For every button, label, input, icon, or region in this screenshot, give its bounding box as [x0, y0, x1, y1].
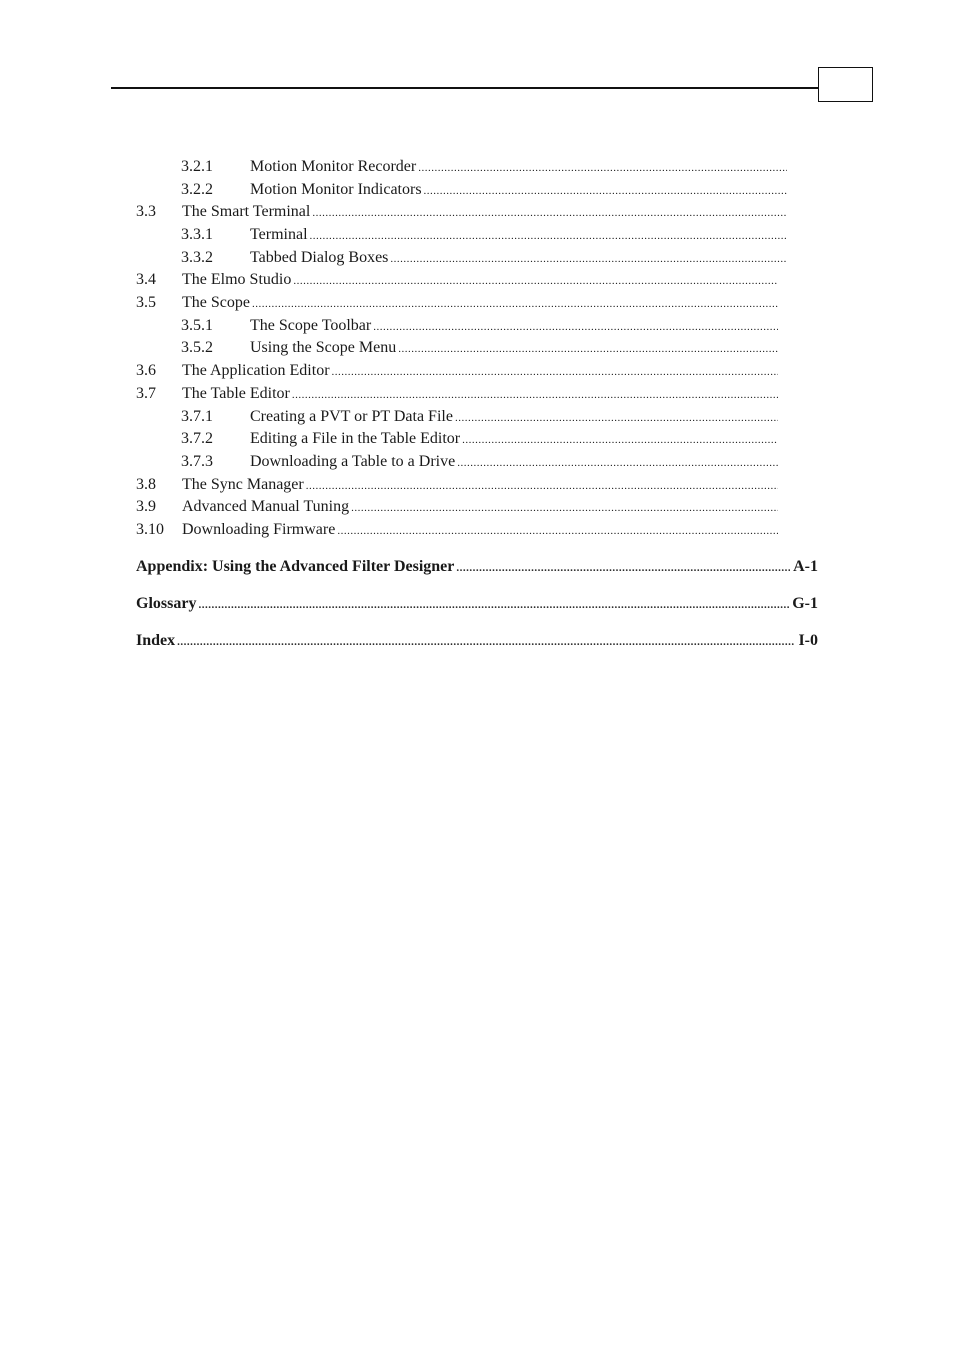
toc-entry[interactable]	[181, 451, 778, 473]
toc-entry[interactable]	[136, 360, 778, 382]
toc-entry-title: Downloading a Table to a Drive	[250, 453, 456, 470]
toc-entry-title: The Table Editor	[182, 385, 290, 402]
toc-entry-number: 3.5.2	[181, 339, 213, 356]
toc-entry-title: The Scope Toolbar	[250, 317, 372, 334]
dot-leader	[252, 293, 778, 314]
dot-leader	[293, 270, 778, 291]
toc-entry-number: 3.10	[136, 521, 164, 538]
toc-entry-number: 3.5.1	[181, 317, 213, 334]
toc-appendix-entry[interactable]	[136, 556, 818, 578]
toc-entry[interactable]	[181, 247, 787, 269]
toc-entry-number: 3.7.3	[181, 453, 213, 470]
toc-entry-number: 3.7	[136, 385, 156, 402]
toc-entry[interactable]	[136, 474, 778, 496]
toc-entry-title: Using the Scope Menu	[250, 339, 397, 356]
toc-entry-number: 3.8	[136, 476, 156, 493]
toc-entry-number: 3.6	[136, 362, 156, 379]
dot-leader	[312, 202, 787, 223]
toc-entry-title: Tabbed Dialog Boxes	[250, 249, 389, 266]
toc-entry-title: Appendix: Using the Advanced Filter Designer	[136, 558, 455, 575]
header-rule	[111, 87, 818, 89]
dot-leader	[292, 384, 778, 405]
toc-entry-title: Index	[136, 632, 176, 649]
toc-entry[interactable]	[181, 428, 778, 450]
toc-entry-number: 3.4	[136, 271, 156, 288]
dot-leader	[462, 429, 778, 450]
toc-entry-page: G-1	[792, 595, 818, 612]
toc-entry-title: Advanced Manual Tuning	[182, 498, 350, 515]
toc-entry-title: The Smart Terminal	[182, 203, 311, 220]
toc-entry[interactable]	[181, 224, 787, 246]
toc-glossary-entry[interactable]	[136, 593, 818, 615]
toc-entry-title: Motion Monitor Recorder	[250, 158, 417, 175]
toc-entry[interactable]	[136, 496, 778, 518]
toc-entry-number: 3.3.1	[181, 226, 213, 243]
toc-entry-number: 3.3	[136, 203, 156, 220]
toc-entry-page: I-0	[798, 632, 818, 649]
toc-entry[interactable]	[181, 315, 778, 337]
toc-entry[interactable]	[181, 179, 787, 201]
dot-leader	[198, 594, 789, 615]
dot-leader	[306, 475, 778, 496]
toc-entry-title: Editing a File in the Table Editor	[250, 430, 461, 447]
dot-leader	[373, 316, 778, 337]
toc-entry-number: 3.5	[136, 294, 156, 311]
dot-leader	[457, 452, 778, 473]
dot-leader	[332, 361, 778, 382]
page-number-box	[818, 67, 873, 102]
toc-entry-number: 3.7.1	[181, 408, 213, 425]
toc-entry[interactable]	[136, 269, 778, 291]
toc-entry-number: 3.9	[136, 498, 156, 515]
toc-entry-number: 3.2.2	[181, 181, 213, 198]
toc-entry-title: The Sync Manager	[182, 476, 304, 493]
dot-leader	[398, 338, 778, 359]
toc-entry-title: The Application Editor	[182, 362, 330, 379]
toc-entry[interactable]	[136, 201, 787, 223]
toc-entry-title: Glossary	[136, 595, 197, 612]
dot-leader	[455, 407, 778, 428]
toc-entry-title: Terminal	[250, 226, 308, 243]
toc-entry-number: 3.3.2	[181, 249, 213, 266]
dot-leader	[177, 631, 795, 652]
toc-entry-number: 3.2.1	[181, 158, 213, 175]
dot-leader	[424, 180, 787, 201]
toc-entry[interactable]	[181, 406, 778, 428]
toc-entry-title: Creating a PVT or PT Data File	[250, 408, 453, 425]
dot-leader	[351, 497, 778, 518]
dot-leader	[310, 225, 787, 246]
toc-entry-title: Motion Monitor Indicators	[250, 181, 422, 198]
toc-entry[interactable]	[181, 337, 778, 359]
toc-entry-number: 3.7.2	[181, 430, 213, 447]
dot-leader	[456, 557, 790, 578]
dot-leader	[337, 520, 778, 541]
dot-leader	[418, 157, 787, 178]
toc-entry[interactable]	[136, 383, 778, 405]
toc-index-entry[interactable]	[136, 630, 818, 652]
toc-entry[interactable]	[136, 292, 778, 314]
toc-entry[interactable]	[181, 156, 787, 178]
toc-entry-title: The Scope	[182, 294, 250, 311]
toc-entry-title: The Elmo Studio	[182, 271, 292, 288]
dot-leader	[390, 248, 787, 269]
toc-entry[interactable]	[136, 519, 778, 541]
toc-entry-page: A-1	[793, 558, 818, 575]
toc-entry-title: Downloading Firmware	[182, 521, 336, 538]
